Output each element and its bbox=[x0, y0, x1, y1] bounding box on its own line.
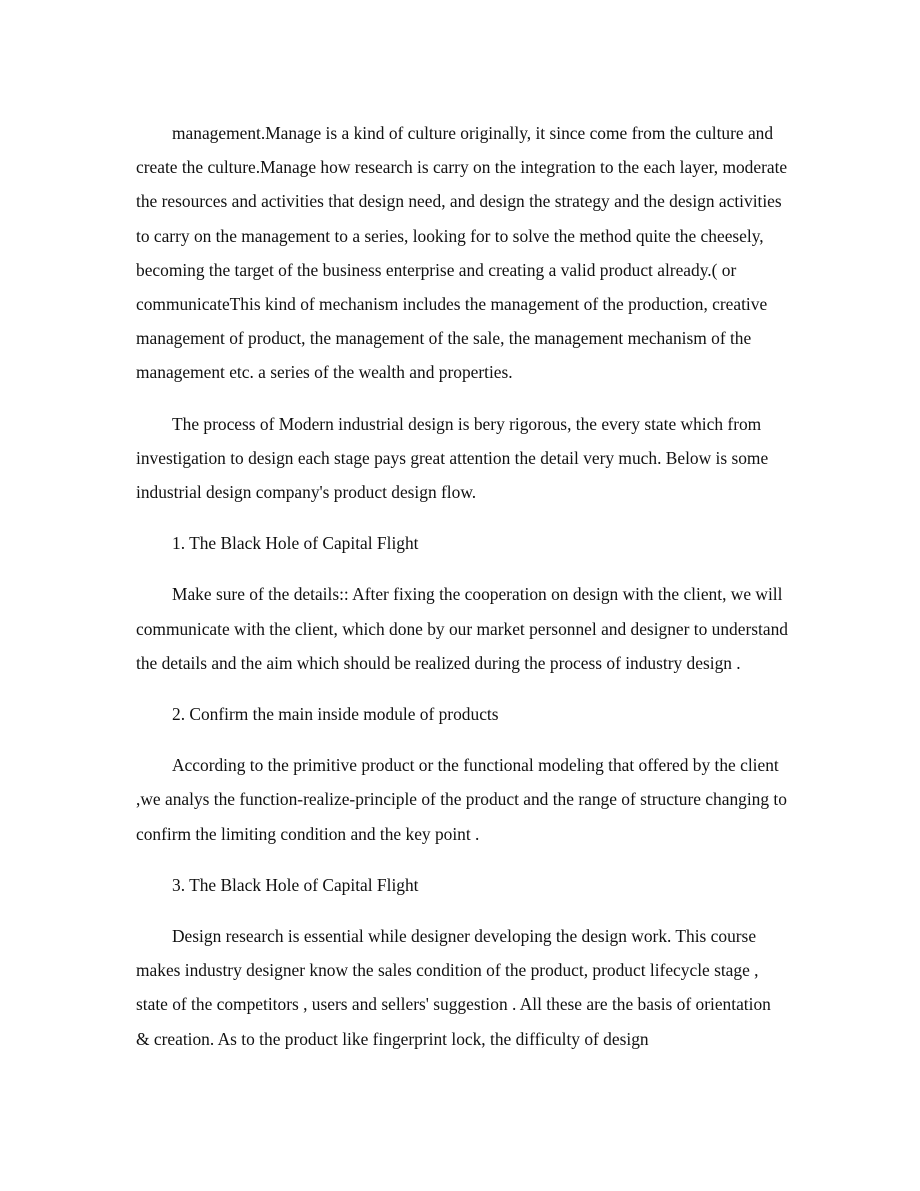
paragraph-design-research: Design research is essential while designer developing the design work. This course makes industry designer know the sales condition of the product, product lifecycle stage , state of the competitors , users and sellers' suggestion . All these are the basis of orientation & creation. As to the product like fingerprint lock, the difficulty of design bbox=[136, 926, 771, 1049]
paragraph-design-process: The process of Modern industrial design is bery rigorous, the every state which from investigation to design each stage pays great attention the detail very much. Below is some industrial design company's product design flow. bbox=[136, 413, 769, 503]
document-body bbox=[136, 116, 788, 1073]
heading-step-3: 3. The Black Hole of Capital Flight bbox=[172, 874, 419, 895]
paragraph-module: According to the primitive product or the functional modeling that offered by the client ,we analys the function-realize-principle of the product and the range of structure changing to confirm the limiting condition and the key point . bbox=[136, 755, 787, 844]
heading-step-2: 2. Confirm the main inside module of products bbox=[172, 704, 499, 725]
heading-step-1: 1. The Black Hole of Capital Flight bbox=[172, 533, 419, 554]
paragraph-details: Make sure of the details:: After fixing the cooperation on design with the client, we will communicate with the client, which done by our market personnel and designer to understand the details and the aim which should be realized during the process of industry design . bbox=[136, 584, 788, 673]
paragraph-management: management.Manage is a kind of culture originally, it since come from the culture and create the culture.Manage how research is carry on the integration to the each layer, moderate the resources and activities that design need, and design the strategy and the design activities to carry on the management to a series, looking for to solve the method quite the cheesely, becoming the target of the business enterprise and creating a valid product already.( or communicateThis kind of mechanism includes the management of the production, creative management of product, the management of the sale, the management mechanism of the management etc. a series of the wealth and properties. bbox=[136, 123, 788, 383]
